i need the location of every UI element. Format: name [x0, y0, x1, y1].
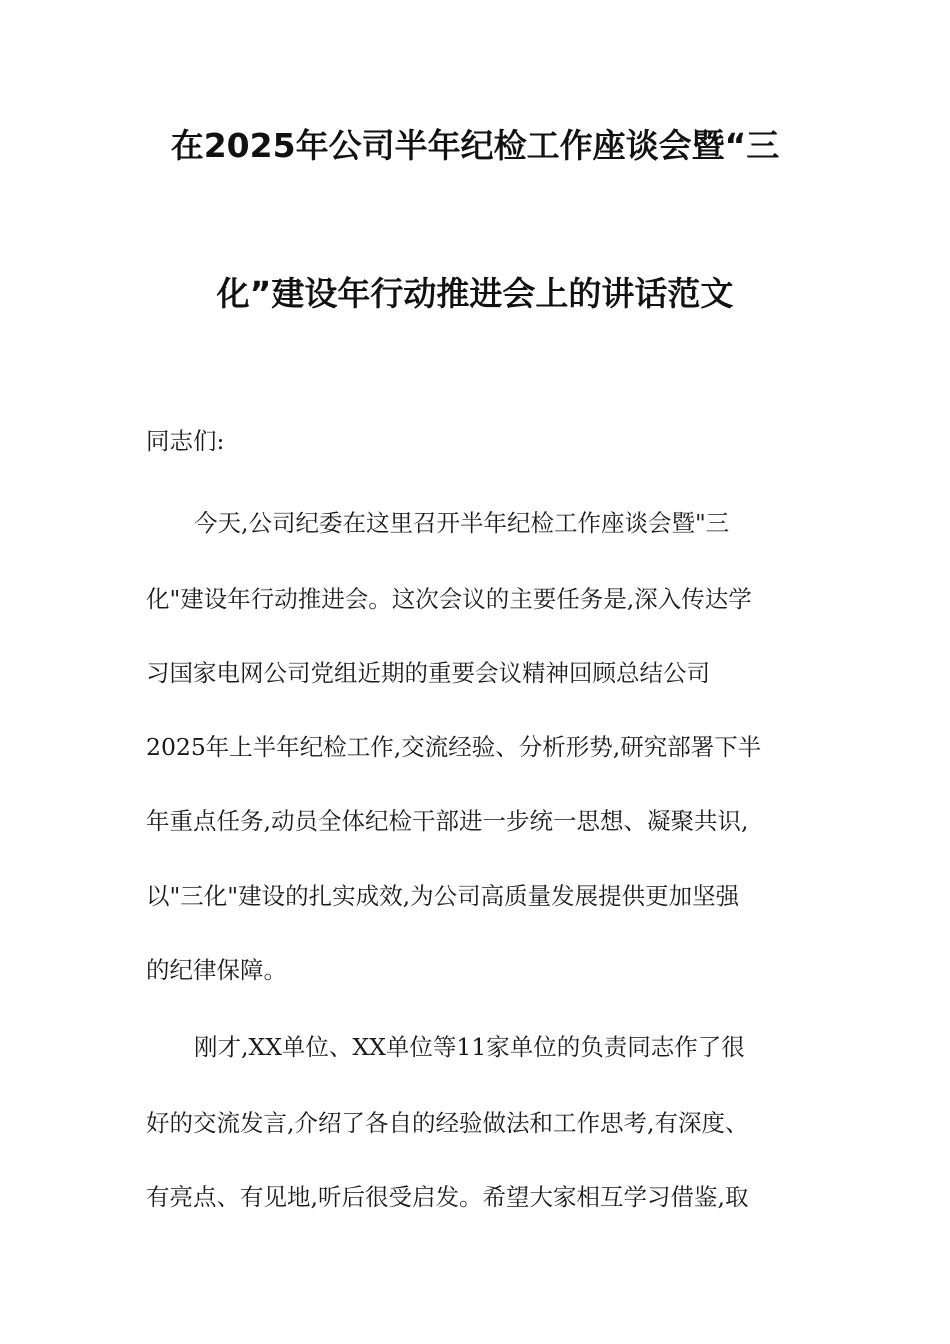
paragraph-1-line-5: 年重点任务,动员全体纪检干部进一步统一思想、凝聚共识, — [146, 807, 749, 835]
paragraph-1-line-1: 今天,公司纪委在这里召开半年纪检工作座谈会暨"三 — [194, 509, 730, 537]
document-title-line-2: 化”建设年行动推进会上的讲话范文 — [216, 274, 734, 313]
paragraph-2-line-3: 有亮点、有见地,听后很受启发。希望大家相互学习借鉴,取 — [146, 1183, 749, 1211]
paragraph-1-line-4: 2025年上半年纪检工作,交流经验、分析形势,研究部署下半 — [146, 733, 762, 761]
paragraph-2-line-1: 刚才,XX单位、XX单位等11家单位的负责同志作了很 — [194, 1033, 745, 1061]
paragraph-2-line-2: 好的交流发言,介绍了各自的经验做法和工作思考,有深度、 — [146, 1109, 749, 1137]
paragraph-1-line-3: 习国家电网公司党组近期的重要会议精神回顾总结公司 — [146, 659, 710, 687]
document-title-line-1: 在2025年公司半年纪检工作座谈会暨“三 — [170, 126, 780, 165]
salutation: 同志们: — [146, 427, 225, 455]
paragraph-1-line-6: 以"三化"建设的扎实成效,为公司高质量发展提供更加坚强 — [146, 882, 740, 910]
paragraph-1-line-2: 化"建设年行动推进会。这次会议的主要任务是,深入传达学 — [146, 585, 752, 613]
paragraph-1-line-7: 的纪律保障。 — [146, 956, 287, 984]
